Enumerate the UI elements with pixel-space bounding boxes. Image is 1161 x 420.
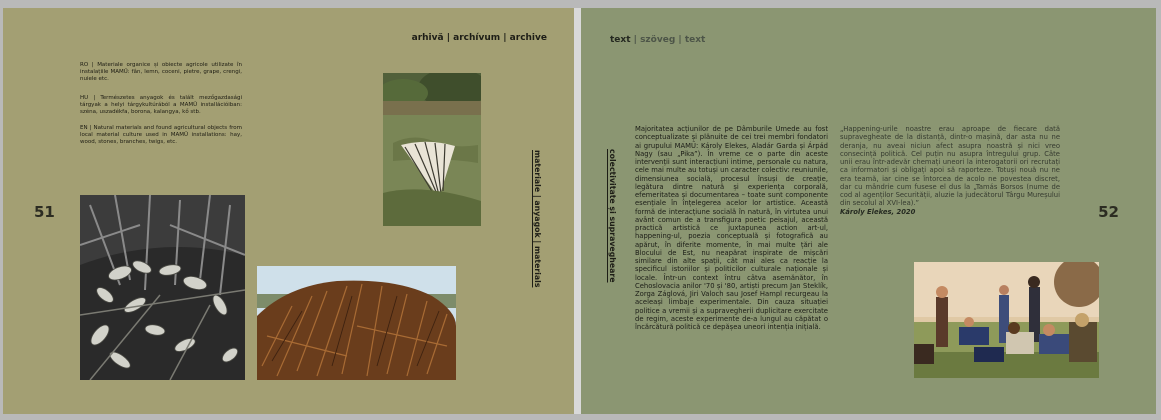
quote-author: Károly Elekes, 2020 [840,207,916,216]
header-rest: | szöveg | text [633,35,706,45]
right-page [581,8,1156,414]
quote-block [840,125,1060,216]
page-gutter [574,8,581,414]
photo-hay-pile [257,266,456,380]
text-hu: HU | Természetes anyagok és talált mezőgazdasági tárgyak a helyi tárgykultúrából a MAMŰ installációiban: széna, uszadékfa, borona, kalangya, kő stb. [80,95,242,116]
page-number-right: 52 [1098,203,1119,221]
photo-stone-installation [383,73,481,226]
text-en: EN | Natural materials and found agricultural objects from local material culture used in MAMŰ installations: hay, wood, stones, branches, twigs, etc. [80,125,242,146]
photo-group-picnic [914,262,1099,378]
text-ro: RO | Materiale organice și obiecte agricole utilizate în instalațiile MAMŰ: fân, lemn, coceni, pietre, grape, crengi, nuiele etc. [80,62,242,83]
header-main: text [610,35,631,45]
page-number-left: 51 [34,203,55,221]
quote-text: „Happening-urile noastre erau aproape de fiecare dată supravegheate de la distanță, dintr-o mașină, dar asta nu ne deranja, nu aveai niciun afect asupra noastră și nici vreo consecință politică. Cel puțin nu asupra întregului grup. Câte unii erau într-adevăr chemați uneori la interogatorii ori recrutați ca informatori și obligați apoi să raporteze. Totuși nouă nu ne era teamă, iar cine se întorcea de acolo ne povestea discret, dar cu mândrie cum fusese el dus la „Tamás Borsos (nume de cod al agenților Securității, aluzie la judecătorul Târgu Mureșului din secolul al XVI-lea).” [840,125,1060,208]
left-page [3,8,574,414]
body-text: Majoritatea acțiunilor de pe Dâmburile Umede au fost conceptualizate și plănuite de cei trei membri fondatori ai grupului MAMŰ: Károly Elekes, Aladár Garda și Árpád Nagy (sau „Pika”). În vreme ce o parte din aceste intervenții sunt interacțiuni intime, personale cu natura, cele mai multe au totuși un caracter colectiv: reuniunile, dimensiunea socială, procesul însuși de creație, legătura dintre natură și experiența corporală, efemeritatea și documentarea – toate sunt componente esențiale în înțelegerea acelor lor artistice. Această formă de interacțiune socială în natură, în virtutea unui avânt comun de a transfigura poetic peisajul, această practică artistică ce juxtapunea action art-ul, happening-ul, poezia conceptuală și fotografică au apărut, în diferite momente, în mai multe țări ale Blocului de Est, nu neapărat inspirate de mișcări similare din alte spații, cât mai ales ca reacție la specificul istoriilor și politicilor culturale naționale și locale. Într-un context întru câtva asemănător, în Cehoslovacia anilor '70 și '80, artiști precum Jan Steklík, Zorga Záglová, Jiri Valoch sau Josef Hampl recurgeau la aceleași limbaje experimentale. Din cauza situației politice a vremii și a supravegherii duplicitare exercitate de regim, aceste experimente de-a lungul au căpătat o încărcătură politică ce depășea uneori intenția inițială. [635,125,828,331]
right-page-header [610,35,705,45]
vertical-label-collectivity: colectivitate și supravegheare [608,149,617,283]
left-page-header: arhivă | archívum | archive [411,33,547,43]
photo-corncobs-bw [80,195,245,380]
vertical-label-materials: materiale | anyagok | materials [533,150,542,288]
